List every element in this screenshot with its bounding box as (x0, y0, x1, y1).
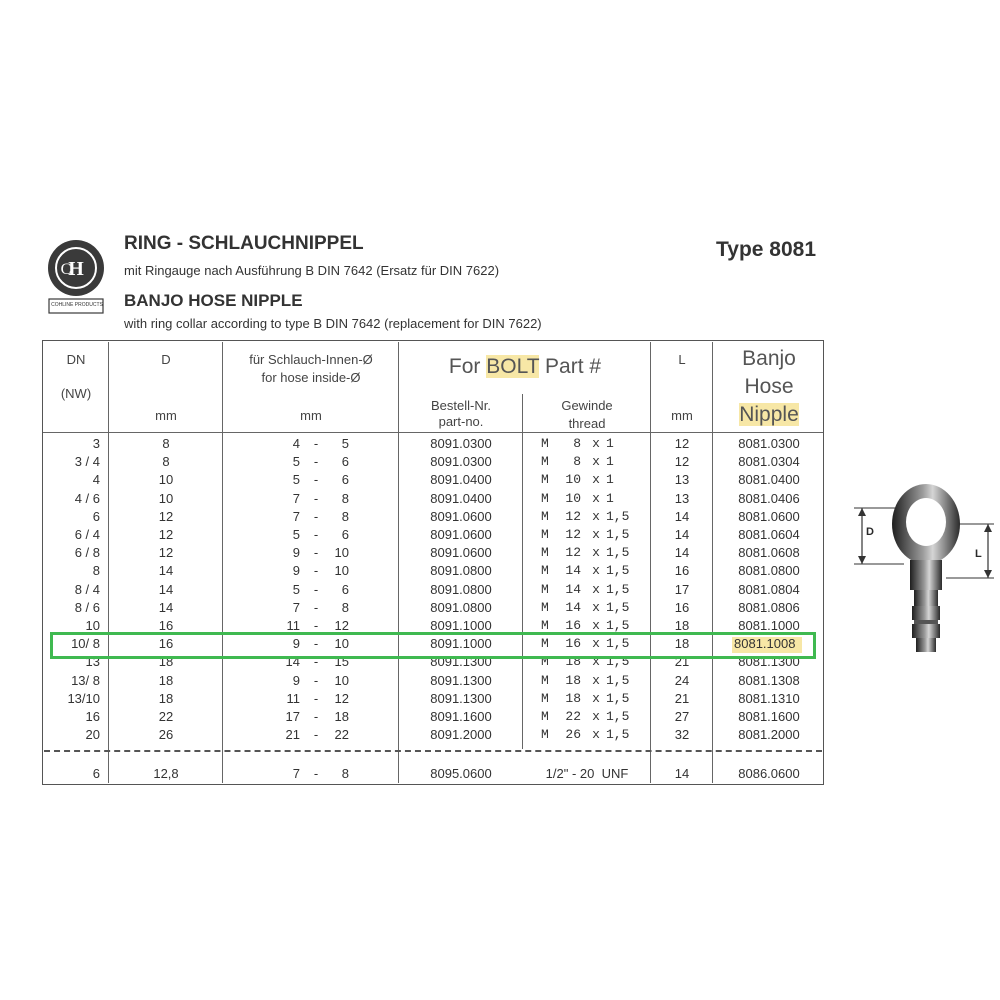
cell-dn: 4 / 6 (74, 490, 100, 506)
cell-hose-max: 22 (334, 727, 349, 743)
cell-part-no: 8091.0400 (430, 472, 492, 488)
cell-d: 26 (158, 727, 174, 743)
cell-hose-min: 7 (292, 766, 300, 781)
svg-text:C: C (60, 261, 72, 278)
cell-thread-x: x (592, 490, 600, 506)
cell-thread-x: x (592, 527, 600, 542)
cell-thread-size: 12 (565, 545, 581, 561)
dashed-separator (44, 750, 822, 752)
cell-hose-dash: - (313, 454, 319, 470)
cell-nipple-part: 8081.1008 (734, 636, 796, 652)
cell-part-no: 8091.0800 (430, 599, 492, 615)
header-thread-de: Gewinde (561, 398, 613, 413)
cell-d: 8 (162, 454, 170, 470)
subtitle-english: with ring collar according to type B DIN 7642 (replacement for DIN 7622) (124, 316, 542, 331)
cell-thread-size: 14 (565, 581, 581, 597)
cell-thread-x: x (592, 436, 600, 451)
cell-thread-x: x (592, 599, 600, 615)
cell-thread-size: 10 (565, 472, 581, 488)
cell-thread-size: 14 (565, 563, 581, 579)
cell-thread-pitch: 1,5 (606, 654, 630, 670)
cell-l: 21 (674, 690, 690, 706)
cell-nipple-part: 8081.0806 (738, 599, 800, 615)
cell-thread-pitch: 1,5 (606, 690, 630, 706)
cell-thread-x: x (592, 672, 600, 688)
cell-l: 24 (674, 672, 690, 688)
cell-hose-min: 5 (292, 581, 300, 597)
cell-hose-dash: - (313, 727, 319, 743)
col-divider (108, 342, 109, 783)
bolt-suffix: Part # (539, 355, 602, 378)
cell-hose-max: 15 (334, 654, 349, 670)
col-divider (222, 342, 223, 783)
cell-nipple-part: 8081.1300 (738, 654, 800, 670)
cell-thread-m: M (541, 472, 549, 488)
cell-thread-pitch: 1,5 (606, 545, 630, 561)
cell-hose-dash: - (313, 472, 319, 488)
header-hose-en: for hose inside-Ø (261, 370, 361, 385)
cell-dn: 8 (92, 563, 100, 579)
cell-dn: 8 / 6 (74, 599, 100, 615)
cell-thread-size: 16 (565, 636, 581, 652)
cell-thread-pitch: 1,5 (606, 599, 630, 615)
cell-dn: 8 / 4 (74, 581, 100, 597)
cell-nipple-part: 8081.1600 (738, 709, 800, 724)
cell-d: 12 (158, 545, 174, 561)
cell-hose-max: 12 (334, 618, 349, 633)
col-divider (398, 342, 399, 783)
cell-d: 14 (158, 563, 174, 579)
cell-thread-size: 26 (565, 727, 581, 743)
cell-d: 12 (158, 508, 174, 524)
cell-d: 14 (158, 581, 174, 597)
cell-hose-min: 7 (292, 508, 300, 524)
header-banjo-1: Banjo (742, 347, 796, 370)
cell-hose-min: 14 (285, 654, 300, 670)
cell-nipple-part: 8081.0400 (738, 472, 800, 488)
header-d-unit: mm (155, 408, 177, 423)
cell-d: 10 (158, 472, 174, 488)
cell-thread-size: 22 (565, 709, 581, 724)
cell-part-no: 8091.0800 (430, 581, 492, 597)
cell-hose-dash: - (313, 490, 319, 506)
cell-l: 12 (674, 454, 690, 470)
cell-thread-x: x (592, 545, 600, 561)
cell-hose-max: 8 (341, 766, 349, 781)
header-banjo-2: Hose (744, 375, 794, 398)
cell-thread-x: x (592, 654, 600, 670)
cell-l: 27 (674, 709, 690, 724)
cell-thread-size: 16 (565, 618, 581, 633)
cell-l: 12 (674, 436, 690, 451)
cell-nipple-part: 8081.0804 (738, 581, 800, 597)
selected-row-highlight (50, 632, 816, 659)
cell-hose-dash: - (313, 636, 319, 652)
cell-thread-m: M (541, 436, 549, 451)
cell-thread-m: M (541, 727, 549, 743)
cell-hose-max: 10 (334, 672, 349, 688)
cell-hose-max: 18 (334, 709, 349, 724)
cell-nipple-part: 8081.0604 (738, 527, 800, 542)
header-l: L (678, 352, 686, 367)
cell-thread-pitch: 1,5 (606, 527, 630, 542)
cell-hose-min: 9 (292, 545, 300, 561)
cell-hose-dash: - (313, 545, 319, 561)
cell-hose-min: 9 (292, 636, 300, 652)
cell-hose-max: 6 (341, 454, 349, 470)
cell-hose-min: 4 (292, 436, 300, 451)
cell-l: 18 (674, 636, 690, 652)
cell-thread-m: M (541, 709, 549, 724)
cell-d: 8 (162, 436, 170, 451)
header-hose-de: für Schlauch-Innen-Ø (249, 352, 373, 367)
title-english: BANJO HOSE NIPPLE (124, 291, 303, 310)
cell-thread-size: 12 (565, 508, 581, 524)
cell-part-no: 8091.0400 (430, 490, 492, 506)
cell-part-no: 8091.0300 (430, 454, 492, 470)
cell-thread-pitch: 1,5 (606, 636, 630, 652)
dimension-d-label: D (866, 526, 874, 538)
cell-part-no: 8091.0600 (430, 527, 492, 542)
cell-thread-size: 8 (573, 454, 581, 470)
dimension-l-label: L (975, 548, 982, 560)
subtitle-german: mit Ringauge nach Ausführung B DIN 7642 (Ersatz für DIN 7622) (124, 263, 500, 278)
cell-hose-max: 10 (334, 636, 349, 652)
cell-part-no: 8091.1300 (430, 690, 492, 706)
cell-hose-max: 6 (341, 472, 349, 488)
cell-dn: 20 (85, 727, 100, 743)
cell-thread-pitch: 1,5 (606, 508, 630, 524)
cell-thread-pitch: 1,5 (606, 727, 630, 743)
cell-thread-size: 14 (565, 599, 581, 615)
cell-hose-max: 6 (341, 527, 349, 542)
cell-hose-dash: - (313, 618, 319, 633)
cell-thread-size: 18 (565, 690, 581, 706)
cell-hose-max: 8 (341, 490, 349, 506)
cell-dn: 10 (85, 618, 100, 633)
cell-dn: 3 / 4 (74, 454, 100, 470)
cell-hose-min: 11 (286, 690, 300, 706)
cell-part-no: 8091.1300 (430, 654, 492, 670)
cell-thread-m: M (541, 527, 549, 542)
cell-thread-m: M (541, 581, 549, 597)
cell-thread-m: M (541, 690, 549, 706)
banjo-nipple-highlight: Nipple (739, 403, 799, 426)
cell-thread-pitch: 1,5 (606, 618, 630, 633)
cell-thread-m: M (541, 654, 549, 670)
cell-hose-max: 6 (341, 581, 349, 597)
cell-hose-max: 10 (334, 563, 349, 579)
cell-d: 10 (158, 490, 174, 506)
cell-d: 12,8 (153, 766, 179, 781)
cell-part-no: 8091.0800 (430, 563, 492, 579)
cell-d: 18 (158, 672, 174, 688)
cell-d: 22 (158, 709, 174, 724)
cell-nipple-part: 8081.0406 (738, 490, 800, 506)
cell-part-no: 8091.0600 (430, 508, 492, 524)
cell-hose-dash: - (313, 508, 319, 524)
cell-thread-size: 18 (565, 654, 581, 670)
cell-l: 13 (674, 490, 690, 506)
cell-l: 16 (674, 599, 690, 615)
cell-d: 14 (158, 599, 174, 615)
header-divider (43, 432, 823, 433)
cell-d: 16 (158, 618, 174, 633)
bolt-prefix: For (448, 355, 487, 378)
cell-thread-pitch: 1 (606, 454, 614, 470)
cell-hose-min: 7 (292, 490, 300, 506)
header-nw: (NW) (60, 386, 92, 401)
cell-thread-pitch: 1 (606, 436, 614, 451)
cell-thread-m: M (541, 636, 549, 652)
cell-thread-size: 8 (573, 436, 581, 451)
header-part-en: part-no. (438, 414, 484, 429)
cell-d: 18 (158, 690, 174, 706)
cell-thread-x: x (592, 563, 600, 579)
col-divider (522, 394, 523, 749)
cell-thread-x: x (592, 472, 600, 488)
cell-thread-m: M (541, 545, 549, 561)
cell-l: 21 (674, 654, 690, 670)
cell-nipple-part: 8081.1308 (738, 672, 800, 688)
cell-l: 16 (674, 563, 690, 579)
cell-hose-max: 10 (334, 545, 349, 561)
cell-thread-m: M (541, 672, 549, 688)
cell-l: 14 (674, 527, 690, 542)
cell-thread-pitch: 1,5 (606, 563, 630, 579)
cell-part-no: 8091.1000 (430, 636, 492, 652)
cell-hose-max: 5 (341, 436, 349, 451)
title-german: RING - SCHLAUCHNIPPEL (124, 233, 364, 254)
cell-part-no: 8091.0300 (430, 436, 492, 451)
col-divider (650, 342, 651, 783)
cell-nipple-part: 8081.0600 (738, 508, 800, 524)
cell-dn: 6 / 4 (74, 527, 100, 542)
cell-nipple-part: 8081.0304 (738, 454, 800, 470)
cell-thread-x: x (592, 709, 600, 724)
cell-thread-pitch: 1 (606, 472, 614, 488)
cell-thread-x: x (592, 581, 600, 597)
cell-hose-dash: - (313, 690, 319, 706)
header-dn: DN (66, 352, 86, 367)
cell-dn: 13/ 8 (71, 672, 100, 688)
cell-d: 18 (158, 654, 174, 670)
cell-thread-size: 10 (565, 490, 581, 506)
cell-thread-m: M (541, 508, 549, 524)
cell-hose-min: 9 (292, 672, 300, 688)
cell-nipple-part: 8086.0600 (738, 766, 800, 781)
cell-part-no: 8095.0600 (430, 766, 492, 781)
cell-hose-dash: - (313, 599, 319, 615)
cell-thread-size: 18 (565, 672, 581, 688)
cell-hose-min: 17 (285, 709, 300, 724)
cell-l: 13 (674, 472, 690, 488)
cell-dn: 13/10 (67, 690, 100, 706)
cell-thread-m: M (541, 618, 549, 633)
cell-dn: 4 (92, 472, 100, 488)
svg-text:H: H (68, 258, 84, 280)
cell-hose-min: 21 (285, 727, 300, 743)
cell-thread-m: M (541, 454, 549, 470)
logo-text: COHLINE PRODUCTS (51, 302, 103, 308)
cell-l: 32 (674, 727, 690, 743)
cell-hose-dash: - (313, 672, 319, 688)
cell-l: 18 (674, 618, 690, 633)
cell-nipple-part: 8081.0800 (738, 563, 800, 579)
cell-hose-min: 7 (292, 599, 300, 615)
banjo-nipple-drawing (846, 478, 996, 658)
cell-l: 14 (674, 508, 690, 524)
cell-thread-pitch: 1,5 (606, 672, 630, 688)
cell-nipple-part: 8081.1310 (738, 690, 800, 706)
cell-hose-dash: - (313, 709, 319, 724)
cell-thread: 1/2" - 20 UNF (545, 766, 629, 781)
cell-part-no: 8091.2000 (430, 727, 492, 743)
header-thread-en: thread (568, 416, 606, 431)
cell-hose-dash: - (313, 654, 319, 670)
header-part-de: Bestell-Nr. (431, 398, 491, 413)
cell-part-no: 8091.1000 (430, 618, 492, 633)
cell-thread-m: M (541, 599, 549, 615)
cell-hose-dash: - (313, 766, 319, 781)
cell-part-no: 8091.1600 (430, 709, 492, 724)
cell-thread-x: x (592, 727, 600, 743)
cell-nipple-part: 8081.1000 (738, 618, 800, 633)
cell-dn: 6 (92, 508, 100, 524)
cell-hose-dash: - (313, 436, 319, 451)
cell-hose-min: 11 (286, 618, 300, 633)
cell-part-no: 8091.0600 (430, 545, 492, 561)
header-d: D (161, 352, 171, 367)
cell-thread-x: x (592, 508, 600, 524)
cell-thread-x: x (592, 636, 600, 652)
cell-l: 17 (674, 581, 690, 597)
cell-dn: 16 (85, 709, 100, 724)
cell-thread-size: 12 (565, 527, 581, 542)
cell-thread-pitch: 1 (606, 490, 614, 506)
col-divider (712, 342, 713, 783)
cell-d: 12 (158, 527, 174, 542)
header-hose-unit: mm (300, 408, 322, 423)
cell-nipple-part: 8081.2000 (738, 727, 800, 743)
cell-thread-m: M (541, 490, 549, 506)
header-bolt-annotation (400, 354, 650, 380)
cell-hose-max: 8 (341, 599, 349, 615)
cell-dn: 10/ 8 (71, 636, 100, 652)
cell-nipple-part: 8081.0300 (738, 436, 800, 451)
cell-thread-pitch: 1,5 (606, 709, 630, 724)
type-label: Type 8081 (716, 238, 817, 261)
cell-hose-dash: - (313, 527, 319, 542)
cell-dn: 6 (92, 766, 100, 781)
cell-l: 14 (674, 545, 690, 561)
cell-dn: 13 (85, 654, 100, 670)
cell-hose-min: 5 (292, 454, 300, 470)
header-banjo-3 (714, 402, 824, 428)
cell-l: 14 (674, 766, 690, 781)
cell-dn: 6 / 8 (74, 545, 100, 561)
cell-thread-x: x (592, 690, 600, 706)
cell-thread-pitch: 1,5 (606, 581, 630, 597)
cell-thread-m: M (541, 563, 549, 579)
cell-nipple-part: 8081.0608 (738, 545, 800, 561)
cell-hose-min: 5 (292, 527, 300, 542)
cell-d: 16 (158, 636, 174, 652)
cell-hose-dash: - (313, 563, 319, 579)
cell-hose-min: 5 (292, 472, 300, 488)
cell-hose-dash: - (313, 581, 319, 597)
cell-hose-max: 12 (334, 690, 349, 706)
cell-thread-x: x (592, 454, 600, 470)
header-l-unit: mm (671, 408, 693, 423)
bolt-highlight: BOLT (486, 355, 540, 378)
cell-part-no: 8091.1300 (430, 672, 492, 688)
cell-hose-min: 9 (292, 563, 300, 579)
cell-thread-x: x (592, 618, 600, 633)
cell-hose-max: 8 (341, 508, 349, 524)
cell-dn: 3 (92, 436, 100, 451)
